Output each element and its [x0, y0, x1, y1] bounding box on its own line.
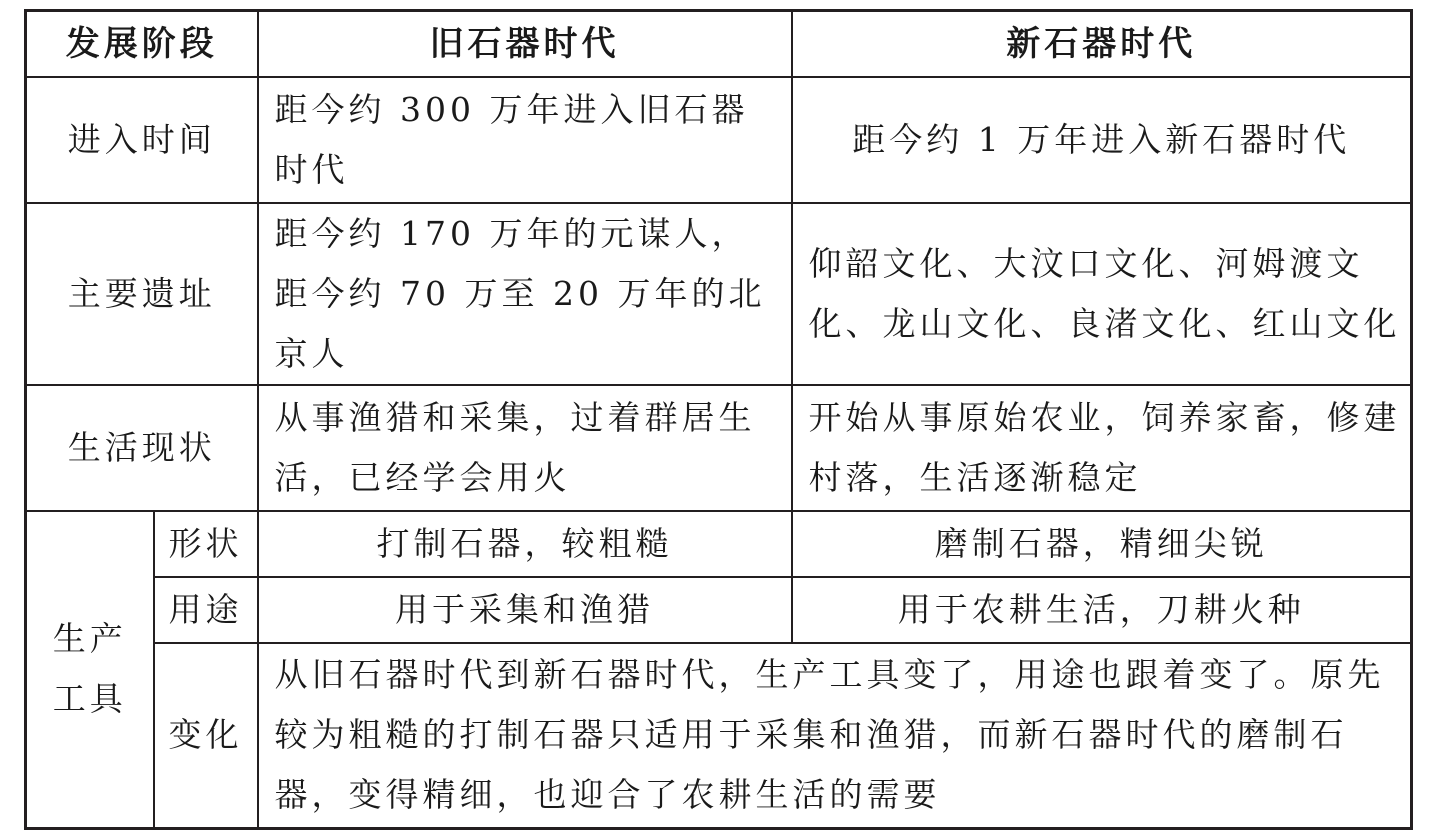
header-stage: 发展阶段: [26, 11, 258, 77]
header-neolithic: 新石器时代: [792, 11, 1412, 77]
row-label-tools: [26, 511, 154, 829]
cell-use-neolithic: 用于农耕生活，刀耕火种: [792, 577, 1412, 643]
cell-use-paleolithic: 用于采集和渔猎: [258, 577, 792, 643]
cell-entry-time-paleolithic: 距今约 300 万年进入旧石器时代: [258, 77, 792, 203]
row-tools-use: [26, 577, 1412, 643]
cell-living-neolithic: 开始从事原始农业，饲养家畜，修建村落，生活逐渐稳定: [792, 385, 1412, 511]
cell-main-sites-paleolithic: 距今约 170 万年的元谋人，距今约 70 万至 20 万年的北京人: [258, 203, 792, 385]
row-main-sites: [26, 203, 1412, 385]
header-row: [26, 11, 1412, 77]
sub-label-change: 变化: [154, 643, 258, 829]
cell-change-text: 从旧石器时代到新石器时代，生产工具变了，用途也跟着变了。原先较为粗糙的打制石器只适用于采集和渔猎，而新石器时代的磨制石器，变得精细，也迎合了农耕生活的需要: [258, 643, 1412, 829]
row-living: [26, 385, 1412, 511]
cell-main-sites-neolithic: 仰韶文化、大汶口文化、河姆渡文化、龙山文化、良渚文化、红山文化: [792, 203, 1412, 385]
comparison-table: [24, 9, 1413, 830]
tools-label-line2: 工具: [52, 679, 127, 719]
row-label-living: 生活现状: [26, 385, 258, 511]
row-tools-shape: [26, 511, 1412, 577]
sub-label-shape: 形状: [154, 511, 258, 577]
sub-label-use: 用途: [154, 577, 258, 643]
cell-entry-time-neolithic: 距今约 1 万年进入新石器时代: [792, 77, 1412, 203]
row-label-entry-time: 进入时间: [26, 77, 258, 203]
cell-shape-neolithic: 磨制石器，精细尖锐: [792, 511, 1412, 577]
row-entry-time: [26, 77, 1412, 203]
tools-label-line1: 生产: [52, 619, 127, 659]
header-paleolithic: 旧石器时代: [258, 11, 792, 77]
cell-shape-paleolithic: 打制石器，较粗糙: [258, 511, 792, 577]
cell-living-paleolithic: 从事渔猎和采集，过着群居生活，已经学会用火: [258, 385, 792, 511]
row-tools-change: [26, 643, 1412, 829]
row-label-main-sites: 主要遗址: [26, 203, 258, 385]
